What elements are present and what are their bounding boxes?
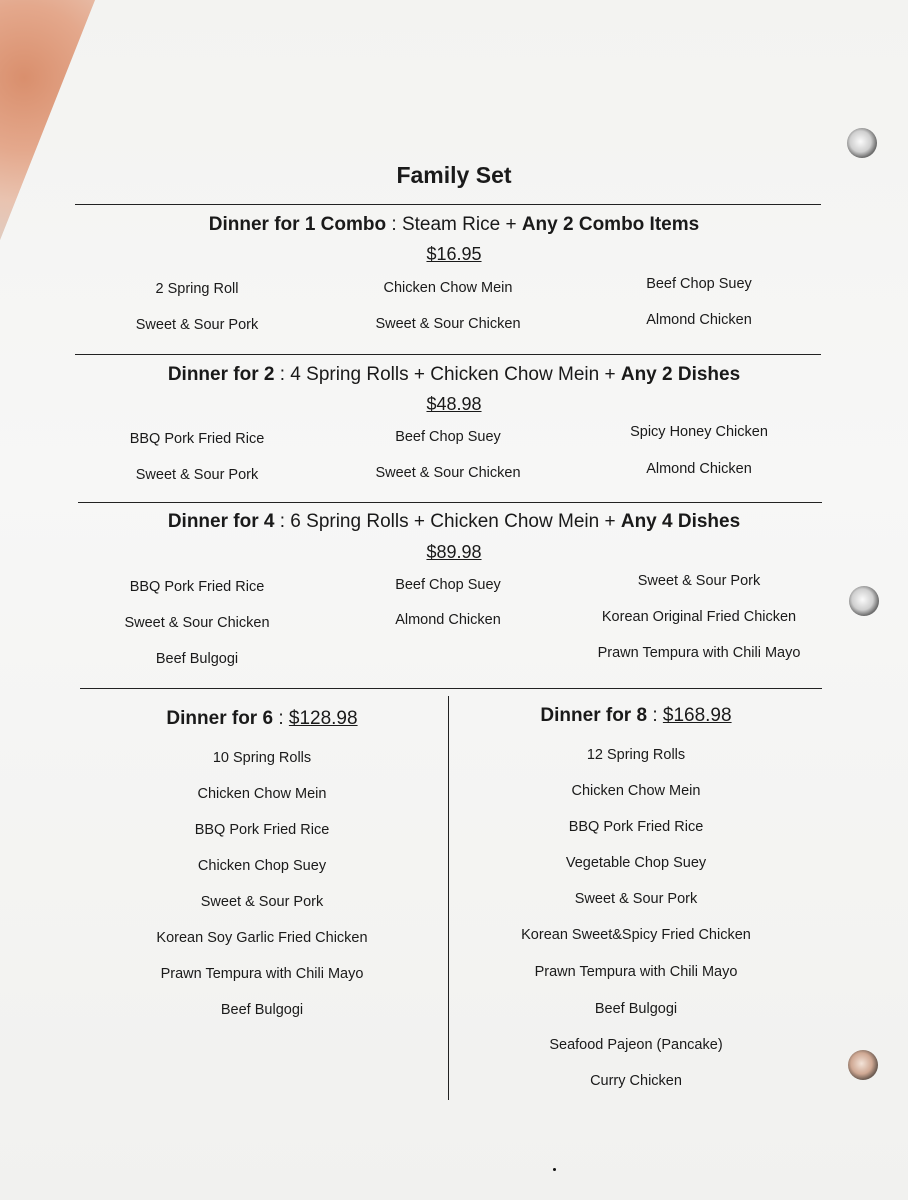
section-choice: Any 2 Combo Items: [521, 214, 700, 235]
menu-item: Prawn Tempura with Chili Mayo: [534, 964, 738, 980]
menu-item: BBQ Pork Fried Rice: [129, 431, 265, 447]
separator: :: [647, 705, 663, 726]
separator: :: [274, 364, 291, 385]
section-name: Dinner for 2: [167, 364, 275, 385]
separator: :: [273, 708, 289, 729]
menu-item: Prawn Tempura with Chili Mayo: [597, 645, 801, 661]
menu-item: Korean Sweet&Spicy Fried Chicken: [521, 927, 751, 943]
section-description: 4 Spring Rolls + Chicken Chow Mein +: [290, 364, 621, 385]
menu-item: Chicken Chop Suey: [197, 858, 327, 874]
binder-hole: [849, 586, 879, 616]
section-price: $128.98: [288, 708, 358, 729]
menu-item: Beef Chop Suey: [395, 577, 501, 593]
section-description: Steam Rice +: [401, 214, 522, 235]
section-choice: Any 4 Dishes: [620, 511, 741, 532]
divider: [80, 688, 822, 689]
menu-item: Beef Chop Suey: [646, 276, 752, 292]
menu-item: Sweet & Sour Pork: [200, 894, 324, 910]
menu-item: Sweet & Sour Chicken: [375, 465, 521, 481]
menu-item: Almond Chicken: [646, 312, 752, 328]
section-heading-dinner-2: [0, 364, 908, 386]
menu-item: Almond Chicken: [395, 612, 501, 628]
menu-item: Almond Chicken: [646, 461, 752, 477]
section-price: $16.95: [426, 244, 482, 264]
menu-item: Beef Bulgogi: [155, 651, 239, 667]
menu-item: BBQ Pork Fried Rice: [568, 819, 704, 835]
menu-item: Chicken Chow Mein: [383, 280, 513, 296]
menu-item: Chicken Chow Mein: [571, 783, 701, 799]
menu-item: BBQ Pork Fried Rice: [194, 822, 330, 838]
menu-item: Sweet & Sour Pork: [135, 317, 259, 333]
divider: [78, 502, 822, 503]
separator: :: [386, 214, 402, 235]
menu-item: Sweet & Sour Chicken: [375, 316, 521, 332]
section-heading-dinner-8: [446, 705, 826, 727]
section-heading-dinner-1: [0, 214, 908, 236]
menu-item: Curry Chicken: [590, 1073, 682, 1089]
menu-item: Prawn Tempura with Chili Mayo: [160, 966, 364, 982]
menu-item: Korean Original Fried Chicken: [601, 609, 797, 625]
menu-item: Sweet & Sour Pork: [637, 573, 761, 589]
menu-item: Sweet & Sour Pork: [135, 467, 259, 483]
menu-item: Seafood Pajeon (Pancake): [549, 1037, 723, 1053]
section-price: $48.98: [426, 394, 482, 414]
page-title: Family Set: [396, 162, 512, 188]
menu-item: BBQ Pork Fried Rice: [129, 579, 265, 595]
binder-hole: [847, 128, 877, 158]
paper-mark: [553, 1168, 556, 1171]
binder-hole: [848, 1050, 878, 1080]
menu-item: 10 Spring Rolls: [212, 750, 312, 766]
section-heading-dinner-6: [72, 708, 452, 730]
menu-item: Beef Bulgogi: [220, 1002, 304, 1018]
section-price: $168.98: [662, 705, 732, 726]
section-name: Dinner for 1 Combo: [208, 214, 387, 235]
menu-item: Beef Bulgogi: [594, 1001, 678, 1017]
menu-item: Beef Chop Suey: [395, 429, 501, 445]
menu-item: Chicken Chow Mein: [197, 786, 327, 802]
divider: [75, 354, 821, 355]
menu-item: Korean Soy Garlic Fried Chicken: [156, 930, 368, 946]
section-name: Dinner for 6: [166, 708, 274, 729]
menu-item: Vegetable Chop Suey: [565, 855, 707, 871]
section-description: 6 Spring Rolls + Chicken Chow Mein +: [290, 511, 621, 532]
section-name: Dinner for 4: [167, 511, 275, 532]
menu-item: 12 Spring Rolls: [586, 747, 686, 763]
divider: [75, 204, 821, 205]
menu-item: Sweet & Sour Pork: [574, 891, 698, 907]
menu-item: 2 Spring Roll: [155, 281, 239, 297]
section-heading-dinner-4: [0, 511, 908, 533]
section-name: Dinner for 8: [540, 705, 648, 726]
section-choice: Any 2 Dishes: [620, 364, 741, 385]
section-price: $89.98: [426, 542, 482, 562]
menu-item: Spicy Honey Chicken: [630, 424, 768, 440]
separator: :: [274, 511, 291, 532]
menu-item: Sweet & Sour Chicken: [124, 615, 270, 631]
